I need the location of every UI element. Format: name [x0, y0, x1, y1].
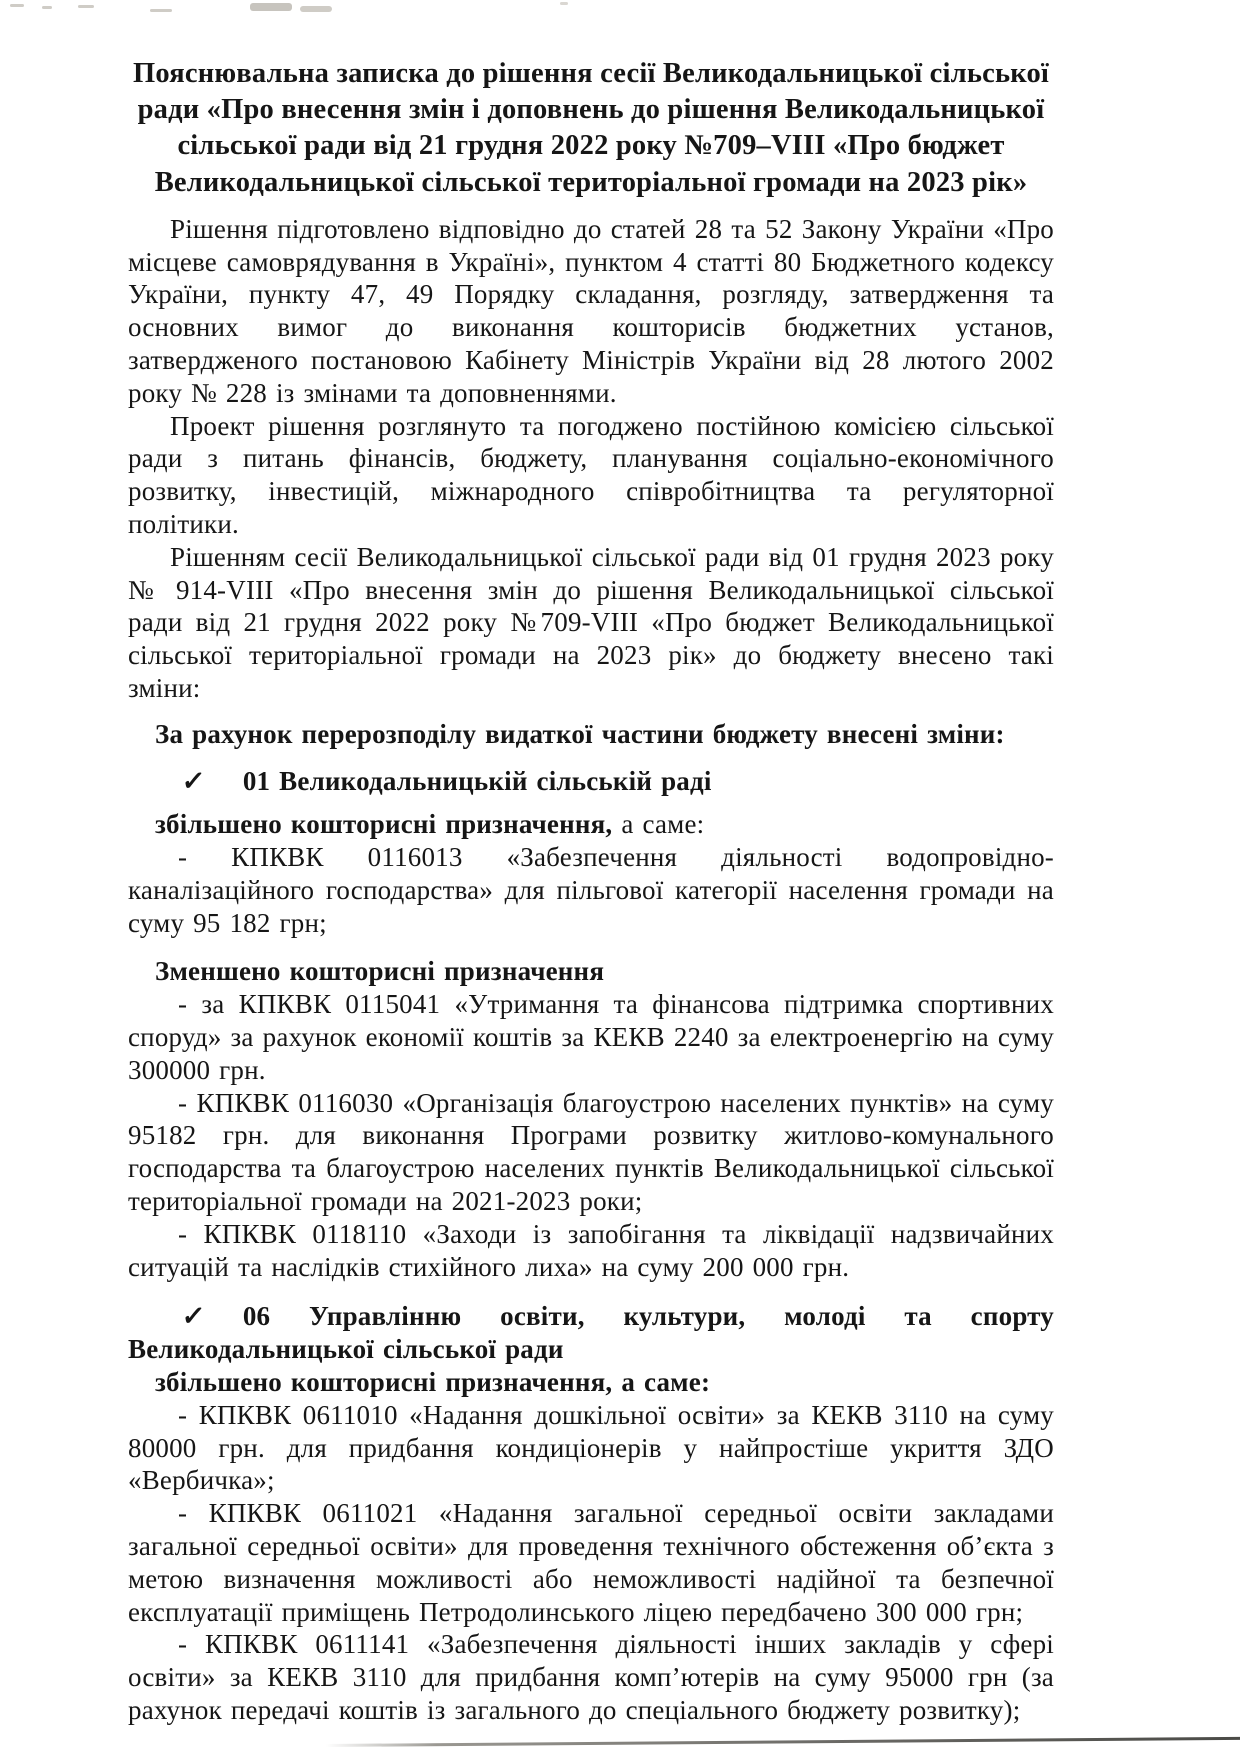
section-01-title: 01 Великодальницькій сільській раді	[242, 765, 712, 796]
scan-artifact	[300, 6, 332, 12]
paragraph-session-decision: Рішенням сесії Великодальницької сільської ради від 01 грудня 2023 року № 914-VIII «Про внесення змін до рішення Великодальницької сільської ради від 21 грудня 2022 року №709-VIII «Про бюджет Великодальницької сільської територіальної громади на 2023 рік» до бюджету внесено такі зміни:	[128, 541, 1054, 703]
checkmark-icon: ✓	[180, 765, 207, 796]
paragraph-legal-basis: Рішення підготовлено відповідно до статей 28 та 52 Закону України «Про місцеве самоврядування в Україні», пунктом 4 статті 80 Бюджетного кодексу України, пункту 47, 49 Порядку складання, розгляду, затвердження та основних вимог до виконання кошторисів бюджетних установ, затвердженого постановою Кабінету Міністрів України від 28 лютого 2002 року № 228 із змінами та доповненнями.	[128, 213, 1054, 408]
budget-item-0116030: - КПКВК 0116030 «Організація благоустрою населених пунктів» на суму 95182 грн. для виконання Програми розвитку житлово-комунального господарства та благоустрою населених пунктів Великодальницької сільської територіальної громади на 2021-2023 роки;	[128, 1087, 1054, 1217]
budget-item-0611021: - КПКВК 0611021 «Надання загальної середньої освіти закладами загальної середньої освіти» для проведення технічного обстеження об’єкта з метою визначення можливості або неможливості надійної та безпечної експлуатації приміщень Петродолинського ліцею передбачено 300 000 грн;	[128, 1498, 1054, 1627]
budget-item-0115041: - за КПКВК 0115041 «Утримання та фінансова підтримка спортивних споруд» за рахунок економії коштів за КЕКВ 2240 за електроенергію на суму 300000 грн.	[128, 989, 1054, 1085]
subsection-increase-label: збільшено кошторисні призначення, а саме:	[155, 809, 705, 840]
scan-artifact	[42, 6, 52, 9]
section-01-heading	[128, 765, 1054, 798]
budget-item-0118110: - КПКВК 0118110 «Заходи із запобігання та ліквідації надзвичайних ситуацій та наслідків стихійного лиха» на суму 200 000 грн.	[128, 1218, 1054, 1282]
budget-item-0116013: - КПКВК 0116013 «Забезпечення діяльності водопровідно-каналізаційного господарства» для пільгової категорії населення громади на суму 95 182 грн;	[128, 842, 1054, 938]
budget-item-0611141: - КПКВК 0611141 «Забезпечення діяльності інших закладів у сфері освіти» за КЕКВ 3110 для придбання комп’ютерів на суму 95000 грн (за рахунок передачі коштів із загального до спеціального бюджету розвитку);	[128, 1629, 1054, 1726]
scan-line-artifact	[326, 1737, 1240, 1747]
scan-artifact	[150, 9, 172, 12]
checkmark-icon: ✓	[180, 1301, 207, 1332]
redistribution-heading: За рахунок перерозподілу видаткої частини бюджету внесені зміни:	[155, 718, 1005, 749]
document-title: Пояснювальна записка до рішення сесії Великодальницької сільської ради «Про внесення змін і доповнень до рішення Великодальницької сільської ради від 21 грудня 2022 року №709–VIII «Про бюджет Великодальницької сільської територіальної громади на 2023 рік»	[132, 58, 1050, 198]
paragraph-commission-approval: Проект рішення розглянуто та погоджено постійною комісією сільської ради з питань фінансів, бюджету, планування соціально-економічного розвитку, інвестицій, міжнародного співробітництва та регуляторної політики.	[128, 410, 1054, 539]
scan-artifact	[10, 4, 24, 7]
section-06-heading	[128, 1300, 1054, 1366]
subsection-increase-label: збільшено кошторисні призначення, а саме:	[155, 1367, 711, 1398]
scan-artifact	[560, 2, 568, 5]
subsection-decrease-label: Зменшено кошторисні призначення	[155, 956, 605, 987]
scan-artifact	[250, 3, 292, 11]
section-06-title: 06 Управлінню освіти, культури, молоді та спорту Великодальницької сільської ради	[128, 1301, 1054, 1365]
budget-item-0611010: - КПКВК 0611010 «Надання дошкільної освіти» за КЕКВ 3110 на суму 80000 грн. для придбання кондиціонерів у найпростіше укриття ЗДО «Вербичка»;	[128, 1399, 1054, 1496]
scan-artifact	[78, 5, 94, 8]
